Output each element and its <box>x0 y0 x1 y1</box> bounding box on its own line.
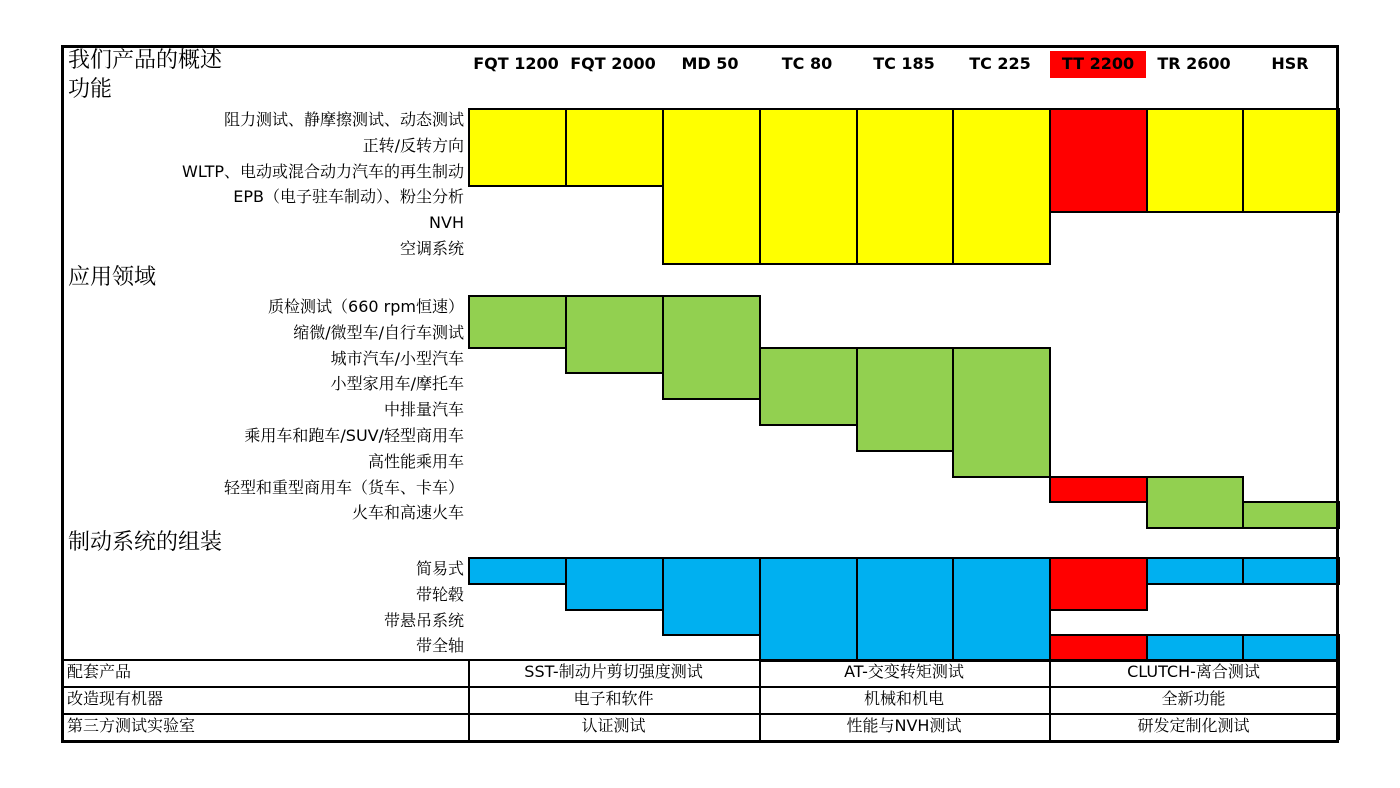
feature-label: 城市汽车/小型汽车 <box>330 348 464 368</box>
footer-value: 研发定制化测试 <box>1137 716 1250 735</box>
section-title: 功能 <box>68 77 113 102</box>
section-title: 制动系统的组装 <box>68 530 223 555</box>
section-title: 应用领域 <box>68 265 157 290</box>
feature-label: 高性能乘用车 <box>367 451 464 471</box>
feature-label: 带轮毂 <box>415 584 464 604</box>
feature-label: EPB（电子驻车制动）、粉尘分析 <box>233 187 464 207</box>
outer-frame <box>61 45 1339 743</box>
feature-label: 火车和高速火车 <box>351 503 464 523</box>
footer-value: CLUTCH-离合测试 <box>1127 662 1260 681</box>
feature-label: 空调系统 <box>399 239 464 258</box>
feature-label: 乘用车和跑车/SUV/轻型商用车 <box>244 426 464 445</box>
product-header-fqt-1200: FQT 1200 <box>473 54 559 73</box>
product-header-md-50: MD 50 <box>681 54 739 73</box>
feature-label: 带全轴 <box>415 636 464 656</box>
product-header-tc-80: TC 80 <box>781 54 833 73</box>
footer-label: 改造现有机器 <box>67 689 164 708</box>
footer-value: 机械和机电 <box>863 689 944 708</box>
footer-label: 第三方测试实验室 <box>67 716 196 735</box>
feature-label: 缩微/微型车/自行车测试 <box>293 322 464 342</box>
product-header-tc-225: TC 225 <box>969 54 1031 73</box>
product-header-tt-2200: TT 2200 <box>1050 51 1146 78</box>
feature-label: 正转/反转方向 <box>362 135 464 155</box>
product-header-fqt-2000: FQT 2000 <box>570 54 656 73</box>
footer-value: 全新功能 <box>1161 689 1226 708</box>
footer-label: 配套产品 <box>67 662 132 681</box>
feature-label: 中排量汽车 <box>383 400 464 420</box>
feature-label: 阻力测试、静摩擦测试、动态测试 <box>223 110 464 129</box>
footer-value: AT-交变转矩测试 <box>844 662 964 681</box>
feature-label: WLTP、电动或混合动力汽车的再生制动 <box>182 161 464 181</box>
footer-value: 电子和软件 <box>573 689 654 708</box>
feature-label: 质检测试（660 rpm恒速） <box>268 297 464 316</box>
product-header-hsr: HSR <box>1271 54 1309 73</box>
footer-value: 认证测试 <box>581 716 646 735</box>
feature-label: 轻型和重型商用车（货车、卡车） <box>223 477 464 497</box>
feature-label: 小型家用车/摩托车 <box>330 374 464 394</box>
feature-label: 简易式 <box>415 559 464 578</box>
chart-title: 我们产品的概述 <box>68 48 223 73</box>
product-header-tr-2600: TR 2600 <box>1157 54 1231 73</box>
footer-value: SST-制动片剪切强度测试 <box>524 662 703 681</box>
footer-value: 性能与NVH测试 <box>846 716 962 735</box>
feature-label: 带悬吊系统 <box>383 610 464 630</box>
product-header-tc-185: TC 185 <box>873 54 935 73</box>
feature-label: NVH <box>429 213 464 233</box>
